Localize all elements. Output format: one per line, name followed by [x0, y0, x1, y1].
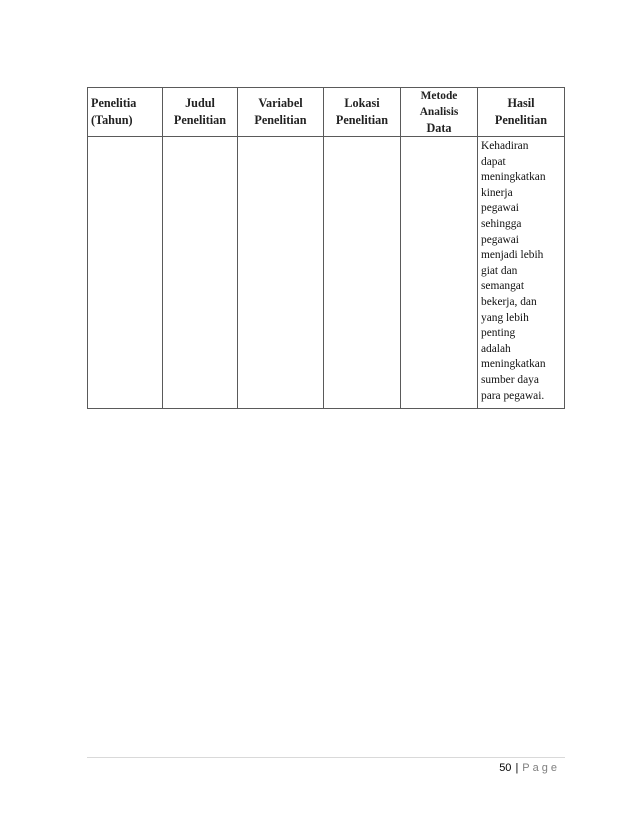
header-peneliti-line-1: Penelitia [91, 96, 137, 110]
header-peneliti-line-2: (Tahun) [91, 113, 133, 127]
hasil-text-line: semangat [481, 280, 525, 293]
header-peneliti [88, 88, 163, 137]
table-header-row [88, 88, 565, 137]
header-hasil-line-2: Penelitian [494, 113, 548, 127]
research-table [87, 87, 565, 409]
footer-separator: | [515, 762, 519, 774]
header-judul [163, 88, 238, 137]
page-number: 50 [499, 762, 512, 774]
cell-lokasi [324, 137, 401, 409]
header-hasil-line-1: Hasil [507, 96, 535, 110]
cell-peneliti [88, 137, 163, 409]
hasil-text-line: para pegawai. [481, 389, 545, 402]
cell-judul [163, 137, 238, 409]
header-lokasi-line-2: Penelitian [335, 113, 389, 127]
cell-metode [401, 137, 478, 409]
header-judul-line-1: Judul [185, 96, 215, 110]
header-hasil [478, 88, 565, 137]
hasil-text-line: pegawai [481, 202, 519, 215]
hasil-text-line: meningkatkan [481, 358, 546, 371]
page-footer [499, 762, 560, 774]
header-judul-line-2: Penelitian [173, 113, 227, 127]
hasil-text-line: sumber daya [481, 373, 539, 386]
hasil-text-line: pegawai [481, 233, 519, 246]
hasil-text-line: kinerja [481, 186, 513, 199]
hasil-text-line: Kehadiran [481, 140, 529, 152]
cell-variabel [238, 137, 324, 409]
hasil-text-line: penting [481, 327, 516, 340]
hasil-text-line: dapat [481, 155, 506, 168]
hasil-text-line: meningkatkan [481, 171, 546, 184]
header-metode [401, 88, 478, 137]
header-variabel [238, 88, 324, 137]
header-metode-line-3: Data [426, 121, 452, 135]
header-lokasi [324, 88, 401, 137]
header-metode-line-2: Analisis [419, 106, 459, 118]
table-row [88, 137, 565, 409]
cell-hasil [478, 137, 565, 409]
header-metode-line-1: Metode [420, 90, 458, 102]
page-label: Page [522, 762, 560, 774]
hasil-text-line: bekerja, dan [481, 295, 537, 308]
footer-divider [87, 757, 565, 758]
hasil-text-line: adalah [481, 342, 511, 355]
hasil-text-line: yang lebih [481, 311, 529, 324]
header-variabel-line-1: Variabel [258, 96, 303, 110]
header-lokasi-line-1: Lokasi [344, 96, 380, 110]
header-variabel-line-2: Penelitian [254, 113, 307, 127]
hasil-text-line: giat dan [481, 264, 518, 277]
hasil-text-line: menjadi lebih [481, 249, 544, 262]
hasil-text-line: sehingga [481, 217, 522, 230]
